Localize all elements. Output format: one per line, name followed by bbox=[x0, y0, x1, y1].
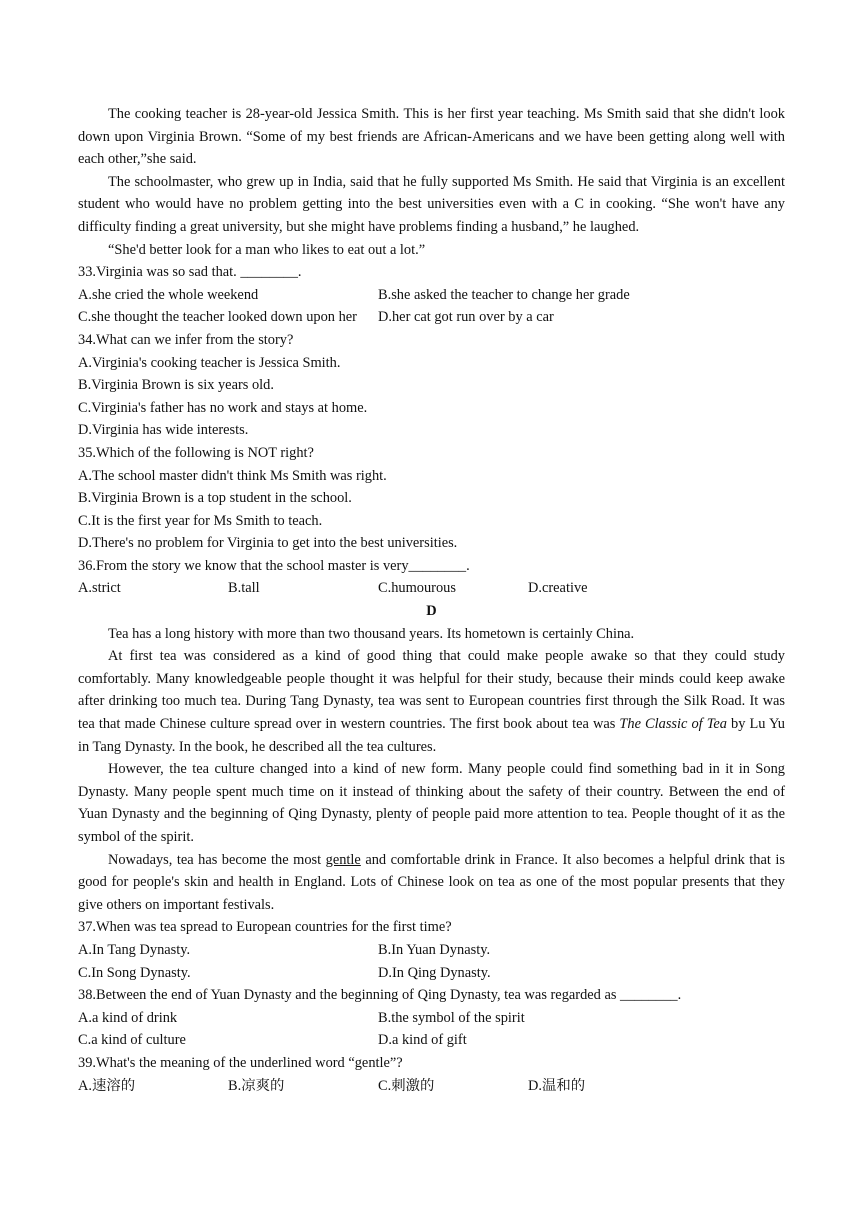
passage-d-paragraph-1: Tea has a long history with more than two thousand years. Its hometown is certainly China. bbox=[108, 625, 635, 642]
question-38-option-d: D.a kind of gift bbox=[378, 1032, 467, 1049]
question-37-option-c: C.In Song Dynasty. bbox=[78, 964, 191, 981]
question-38-options-row-2 bbox=[78, 1029, 785, 1052]
question-37-options-row-1 bbox=[78, 939, 785, 962]
question-37-option-a: A.In Tang Dynasty. bbox=[78, 941, 191, 958]
passage-d-paragraph-4 bbox=[78, 849, 785, 917]
passage-c-paragraph-2: The schoolmaster, who grew up in India, said that he fully supported Ms Smith. He said that Virginia is an excellent student who would have no problem getting into the best universities even with a C in cooking. “She won't have any difficulty finding a great university, but she might have problems finding a husband,” he laughed. bbox=[78, 173, 785, 235]
passage-d-paragraph-2 bbox=[78, 645, 785, 758]
question-38-option-c: C.a kind of culture bbox=[78, 1032, 186, 1049]
question-36-option-d: D.creative bbox=[528, 580, 588, 597]
question-37-options-row-2 bbox=[78, 962, 785, 985]
passage-c-paragraph-3: “She'd better look for a man who likes to eat out a lot.” bbox=[108, 241, 426, 258]
question-38-option-a: A.a kind of drink bbox=[78, 1009, 178, 1026]
passage-d-paragraph-4-text-before: Nowadays, tea has become the most bbox=[108, 851, 326, 868]
question-38-options-row-1 bbox=[78, 1007, 785, 1030]
question-36-stem: 36.From the story we know that the school master is very________. bbox=[78, 557, 470, 574]
question-36-option-b: B.tall bbox=[228, 580, 260, 597]
question-35-stem: 35.Which of the following is NOT right? bbox=[78, 444, 314, 461]
question-33-stem: 33.Virginia was so sad that. ________. bbox=[78, 264, 302, 281]
question-39-options bbox=[78, 1075, 785, 1098]
question-34-option-b: B.Virginia Brown is six years old. bbox=[78, 377, 274, 394]
question-33-options-row-1 bbox=[78, 284, 785, 307]
question-33-option-b: B.she asked the teacher to change her grade bbox=[378, 286, 630, 303]
question-36-options bbox=[78, 577, 785, 600]
question-35-option-c: C.It is the first year for Ms Smith to teach. bbox=[78, 512, 323, 529]
passage-d-paragraph-2-text-before: At first tea was considered as a kind of good thing that could make people awake so that they could study comfortably. Many knowledgeable people thought it was helpful for their study, because their minds could keep awake after drinking too much tea. During Tang Dynasty, tea was sent to European countries first through the Silk Road. It was tea that made Chinese culture spread over in western countries. The first book about tea was bbox=[78, 648, 785, 733]
section-d-heading: D bbox=[426, 603, 437, 620]
question-34-stem: 34.What can we infer from the story? bbox=[78, 331, 294, 348]
passage-d-paragraph-3: However, the tea culture changed into a kind of new form. Many people could find something bad in it in Song Dynasty. Many people spent much time on it instead of thinking about the safety of their country. Between the end of Yuan Dynasty and the beginning of Qing Dynasty, plenty of people paid more attention to tea. People thought of it as the symbol of the spirit. bbox=[78, 761, 785, 845]
passage-c-paragraph-1: The cooking teacher is 28-year-old Jessica Smith. This is her first year teaching. Ms Smith said that she didn't look down upon Virginia Brown. “Some of my best friends are African-Americans and we have been getting along well with each other,”she said. bbox=[78, 106, 785, 168]
question-39-option-b: B.凉爽的 bbox=[228, 1077, 285, 1094]
question-35-option-d: D.There's no problem for Virginia to get into the best universities. bbox=[78, 535, 458, 552]
question-39-option-c: C.刺激的 bbox=[378, 1077, 435, 1094]
question-37-stem: 37.When was tea spread to European countries for the first time? bbox=[78, 919, 452, 936]
question-38-stem: 38.Between the end of Yuan Dynasty and the beginning of Qing Dynasty, tea was regarded as ________. bbox=[78, 987, 682, 1004]
question-36-option-a: A.strict bbox=[78, 580, 121, 597]
question-33-option-c: C.she thought the teacher looked down upon her bbox=[78, 309, 357, 326]
exam-page bbox=[78, 103, 785, 1097]
book-title: The Classic of Tea bbox=[619, 716, 727, 733]
question-38-option-b: B.the symbol of the spirit bbox=[378, 1009, 525, 1026]
question-37-option-b: B.In Yuan Dynasty. bbox=[378, 941, 491, 958]
question-33-option-a: A.she cried the whole weekend bbox=[78, 286, 259, 303]
question-39-option-a: A.速溶的 bbox=[78, 1077, 136, 1094]
question-39-stem: 39.What's the meaning of the underlined word “gentle”? bbox=[78, 1054, 403, 1071]
question-36-option-c: C.humourous bbox=[378, 580, 456, 597]
question-37-option-d: D.In Qing Dynasty. bbox=[378, 964, 491, 981]
question-33-option-d: D.her cat got run over by a car bbox=[378, 309, 554, 326]
question-35-option-a: A.The school master didn't think Ms Smith was right. bbox=[78, 467, 387, 484]
underlined-word-gentle: gentle bbox=[325, 851, 361, 868]
question-35-option-b: B.Virginia Brown is a top student in the school. bbox=[78, 490, 352, 507]
question-34-option-a: A.Virginia's cooking teacher is Jessica Smith. bbox=[78, 354, 341, 371]
question-34-option-c: C.Virginia's father has no work and stays at home. bbox=[78, 399, 368, 416]
question-39-option-d: D.温和的 bbox=[528, 1077, 586, 1094]
question-33-options-row-2 bbox=[78, 306, 785, 329]
passage-d-paragraph-4-text-after: and comfortable drink in France. It also becomes a helpful drink that is good for people's skin and health in England. Lots of Chinese look on tea as one of the most popular presents that they give others on important festivals. bbox=[78, 851, 785, 913]
passage-d-paragraph-2-text-after: by Lu Yu in Tang Dynasty. In the book, he described all the tea cultures. bbox=[78, 716, 786, 755]
question-34-option-d: D.Virginia has wide interests. bbox=[78, 422, 249, 439]
